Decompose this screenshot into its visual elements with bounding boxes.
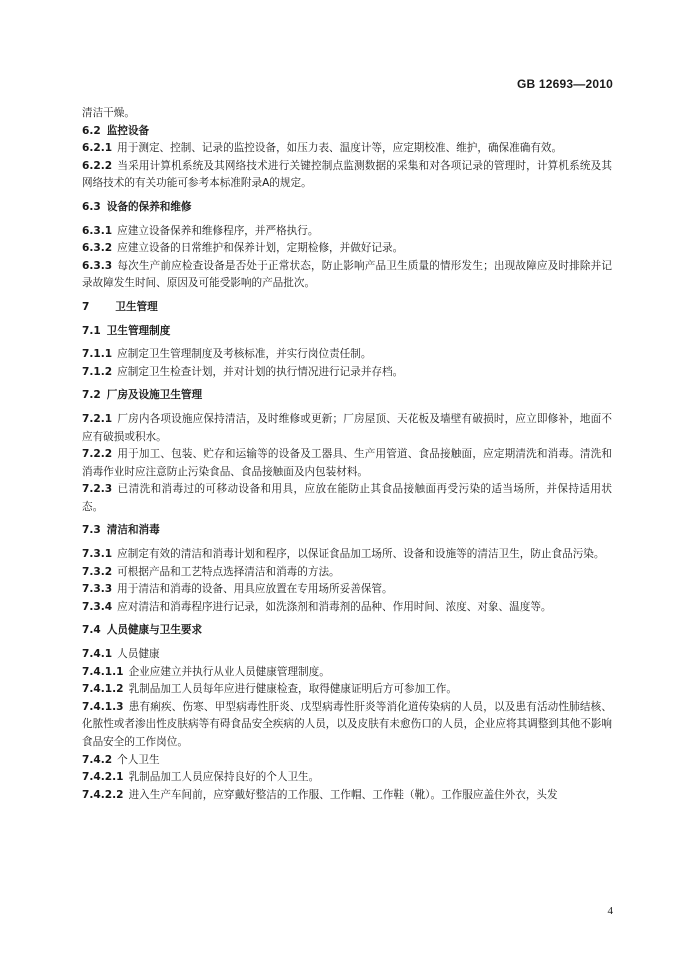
chapter-heading — [82, 299, 612, 317]
clause-text: 应制定卫生管理制度及考核标准，并实行岗位责任制。 — [117, 348, 372, 361]
clause-text: 卫生管理 — [115, 300, 158, 313]
clause-text: 进入生产车间前，应穿戴好整洁的工作服、工作帽、工作鞋（靴）。工作服应盖住外衣，头发 — [128, 788, 558, 801]
clause-number: 7.4.2 — [82, 753, 113, 766]
clause-number: 7.3.3 — [82, 583, 113, 596]
clause-text: 用于测定、控制、记录的监控设备，如压力表、温度计等，应定期校准、维护，确保准确有效。 — [117, 142, 563, 155]
clause-text: 已清洗和消毒过的可移动设备和用具，应放在能防止其食品接触面再受污染的适当场所，并保持适用状态。 — [82, 483, 612, 513]
clause-number: 7.4.1 — [82, 648, 113, 661]
section-heading — [82, 387, 612, 405]
clause-paragraph — [82, 646, 612, 664]
clause-paragraph — [82, 240, 612, 258]
clause-number: 7.2.3 — [82, 483, 113, 496]
clause-paragraph — [82, 752, 612, 770]
clause-text: 应制定有效的清洁和消毒计划和程序，以保证食品加工场所、设备和设施等的清洁卫生，防止食品污染。 — [117, 548, 605, 561]
clause-paragraph — [82, 481, 612, 516]
clause-number: 7.2.1 — [82, 412, 113, 425]
clause-paragraph — [82, 699, 612, 752]
clause-text: 清洁干燥。 — [82, 107, 135, 119]
clause-number: 7.1.2 — [82, 365, 113, 378]
section-heading — [82, 522, 612, 540]
clause-text: 应制定卫生检查计划，并对计划的执行情况进行记录并存档。 — [117, 365, 404, 378]
clause-number: 7 — [82, 300, 90, 313]
clause-text: 每次生产前应检查设备是否处于正常状态，防止影响产品卫生质量的情形发生；出现故障应及时排除并记录故障发生时间、原因及可能受影响的产品批次。 — [82, 259, 612, 290]
section-heading — [82, 123, 612, 141]
clause-paragraph — [82, 546, 612, 564]
document-code: GB 12693—2010 — [517, 77, 613, 91]
section-heading — [82, 622, 612, 640]
page-number: 4 — [607, 905, 613, 917]
clause-number: 7.3.2 — [82, 565, 113, 578]
clause-number: 6.2 — [82, 124, 101, 137]
clause-paragraph — [82, 564, 612, 582]
clause-text: 当采用计算机系统及其网络技术进行关键控制点监测数据的采集和对各项记录的管理时，计算机系统及其网络技术的有关功能可参考本标准附录A的规定。 — [82, 159, 612, 190]
clause-text: 厂房内各项设施应保持清洁，及时维修或更新；厂房屋顶、天花板及墙壁有破损时，应立即修补，地面不应有破损或积水。 — [82, 412, 612, 443]
clause-paragraph — [82, 258, 612, 293]
clause-number: 7.4.1.1 — [82, 665, 124, 678]
clause-text: 可根据产品和工艺特点选择清洁和消毒的方法。 — [117, 565, 340, 578]
clause-paragraph — [82, 364, 612, 382]
clause-text: 清洁和消毒 — [106, 524, 160, 537]
clause-text: 监控设备 — [106, 124, 150, 137]
clause-text: 乳制品加工人员每年应进行健康检查，取得健康证明后方可参加工作。 — [128, 683, 457, 696]
clause-number: 7.4.2.1 — [82, 771, 124, 784]
clause-number: 6.2.2 — [82, 159, 113, 172]
clause-number: 7.1 — [82, 324, 101, 337]
document-body — [82, 105, 612, 804]
clause-paragraph — [82, 787, 612, 805]
clause-number: 7.4.1.3 — [82, 700, 124, 713]
clause-number: 7.2.2 — [82, 448, 113, 461]
clause-text: 乳制品加工人员应保持良好的个人卫生。 — [128, 771, 320, 784]
clause-number: 6.3.2 — [82, 242, 113, 255]
clause-paragraph — [82, 411, 612, 446]
clause-number: 7.4.2.2 — [82, 788, 124, 801]
clause-text: 个人卫生 — [117, 753, 160, 766]
clause-number: 6.3.3 — [82, 259, 113, 272]
clause-text: 用于加工、包装、贮存和运输等的设备及工器具、生产用管道、食品接触面，应定期清洗和消毒。清洗和消毒作业时应注意防止污染食品、食品接触面及内包装材料。 — [82, 448, 612, 478]
clause-number: 6.3.1 — [82, 224, 113, 237]
clause-paragraph — [82, 664, 612, 682]
clause-paragraph — [82, 346, 612, 364]
clause-number: 7.3.1 — [82, 548, 113, 561]
clause-text: 企业应建立并执行从业人员健康管理制度。 — [128, 665, 330, 678]
clause-number: 7.3 — [82, 524, 101, 537]
clause-text: 用于清洁和消毒的设备、用具应放置在专用场所妥善保管。 — [117, 583, 393, 596]
clause-number: 7.4 — [82, 624, 101, 637]
clause-number: 7.4.1.2 — [82, 683, 124, 696]
clause-paragraph — [82, 599, 612, 617]
clause-number: 7.3.4 — [82, 600, 113, 613]
clause-paragraph — [82, 446, 612, 481]
clause-paragraph — [82, 681, 612, 699]
clause-paragraph — [82, 223, 612, 241]
clause-text: 厂房及设施卫生管理 — [106, 389, 203, 402]
clause-text: 患有痢疾、伤寒、甲型病毒性肝炎、戊型病毒性肝炎等消化道传染病的人员，以及患有活动性肺结核、化脓性或者渗出性皮肤病等有碍食品安全疾病的人员，以及皮肤有未愈伤口的人员，企业应将其调整到其他不影响食品安全的工作岗位。 — [82, 700, 612, 748]
clause-paragraph — [82, 158, 612, 193]
clause-text: 应建立设备保养和维修程序，并严格执行。 — [117, 224, 319, 237]
clause-number: 7.1.1 — [82, 348, 113, 361]
clause-number: 7.2 — [82, 389, 101, 402]
section-heading — [82, 199, 612, 217]
clause-text: 应建立设备的日常维护和保养计划，定期检修，并做好记录。 — [117, 242, 404, 255]
clause-text: 设备的保养和维修 — [106, 200, 192, 213]
clause-paragraph — [82, 769, 612, 787]
section-heading — [82, 323, 612, 341]
clause-text: 人员健康与卫生要求 — [106, 624, 203, 637]
clause-number: 6.3 — [82, 200, 101, 213]
clause-paragraph — [82, 581, 612, 599]
clause-text: 人员健康 — [117, 648, 160, 661]
clause-text: 应对清洁和消毒程序进行记录，如洗涤剂和消毒剂的品种、作用时间、浓度、对象、温度等。 — [117, 600, 552, 613]
paragraph — [82, 105, 612, 123]
clause-text: 卫生管理制度 — [106, 324, 171, 337]
clause-number: 6.2.1 — [82, 142, 113, 155]
clause-paragraph — [82, 140, 612, 158]
